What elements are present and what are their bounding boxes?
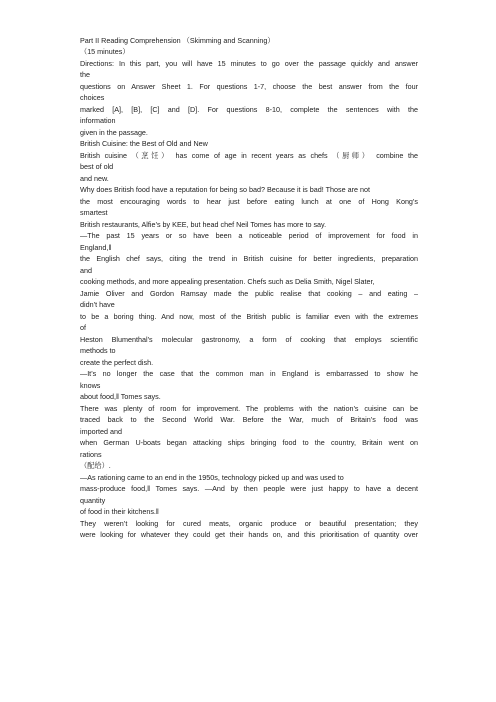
- paragraph-line: mass-produce food,‖ Tomes says. ―And by then people were just happy to have a decent: [80, 484, 418, 493]
- paragraph-line: （配给）.: [80, 461, 111, 470]
- paragraph-line: ―The past 15 years or so have been a noticeable period of improvement for food in: [80, 231, 418, 240]
- paragraph-line: didn’t have: [80, 300, 115, 309]
- paragraph-line: create the perfect dish.: [80, 358, 154, 367]
- directions-line: information: [80, 116, 116, 125]
- paragraph-line: knows: [80, 381, 101, 390]
- paragraph-line: rations: [80, 450, 102, 459]
- paragraph-line: ―It’s no longer the case that the common man in England is embarrassed to show he: [80, 369, 418, 378]
- directions-line: given in the passage.: [80, 128, 148, 137]
- time-limit: （15 minutes）: [80, 47, 130, 56]
- paragraph-line: and new.: [80, 174, 109, 183]
- article-title: British Cuisine: the Best of Old and New: [80, 139, 208, 148]
- directions-line: questions on Answer Sheet 1. For questions 1-7, choose the best answer from the four: [80, 82, 418, 91]
- paragraph-line: Heston Blumenthal’s molecular gastronomy, a form of cooking that employs scientific: [80, 335, 418, 344]
- paragraph-line: British cuisine （烹饪） has come of age in recent years as chefs （厨师） combine the: [80, 151, 418, 160]
- paragraph-line: Why does British food have a reputation for being so bad? Because it is bad! Those are not: [80, 185, 370, 194]
- paragraph-line: to be a boring thing. And now, most of the British public is familiar even with the extremes: [80, 312, 418, 321]
- paragraph-line: the most encouraging words to hear just before eating lunch at one of Hong Kong’s: [80, 197, 418, 206]
- paragraph-line: traced back to the Second World War. Before the War, much of Britain’s food was: [80, 415, 418, 424]
- directions-line: Directions: In this part, you will have 15 minutes to go over the passage quickly and answer: [80, 59, 418, 68]
- paragraph-line: There was plenty of room for improvement. The problems with the nation’s cuisine can be: [80, 404, 418, 413]
- paragraph-line: They weren’t looking for cured meats, organic produce or beautiful presentation; they: [80, 519, 418, 528]
- paragraph-line: British restaurants, Alfie’s by KEE, but head chef Neil Tomes has more to say.: [80, 220, 327, 229]
- paragraph-line: cooking methods, and more appealing presentation. Chefs such as Delia Smith, Nigel Slater,: [80, 277, 375, 286]
- paragraph-line: when German U-boats began attacking ships bringing food to the country, Britain went on: [80, 438, 418, 447]
- paragraph-line: about food,‖ Tomes says.: [80, 392, 161, 401]
- paragraph-line: of: [80, 323, 86, 332]
- paragraph-line: methods to: [80, 346, 116, 355]
- paragraph-line: the English chef says, citing the trend in British cuisine for better ingredients, preparation: [80, 254, 418, 263]
- paragraph-line: of food in their kitchens.‖: [80, 507, 159, 516]
- paragraph-line: smartest: [80, 208, 108, 217]
- paragraph-line: ―As rationing came to an end in the 1950s, technology picked up and was used to: [80, 473, 344, 482]
- paragraph-line: were looking for whatever they could get their hands on, and this prioritisation of quantity over: [80, 530, 418, 539]
- paragraph-line: Jamie Oliver and Gordon Ramsay made the public realise that cooking – and eating –: [80, 289, 418, 298]
- paragraph-line: England,‖: [80, 243, 112, 252]
- directions-line: marked [A], [B], [C] and [D]. For questions 8-10, complete the sentences with the: [80, 105, 418, 114]
- section-heading: Part II Reading Comprehension （Skimming and Scanning）: [80, 36, 275, 45]
- paragraph-line: imported and: [80, 427, 122, 436]
- paragraph-line: and: [80, 266, 92, 275]
- paragraph-line: best of old: [80, 162, 114, 171]
- directions-line: the: [80, 70, 90, 79]
- directions-line: choices: [80, 93, 105, 102]
- paragraph-line: quantity: [80, 496, 106, 505]
